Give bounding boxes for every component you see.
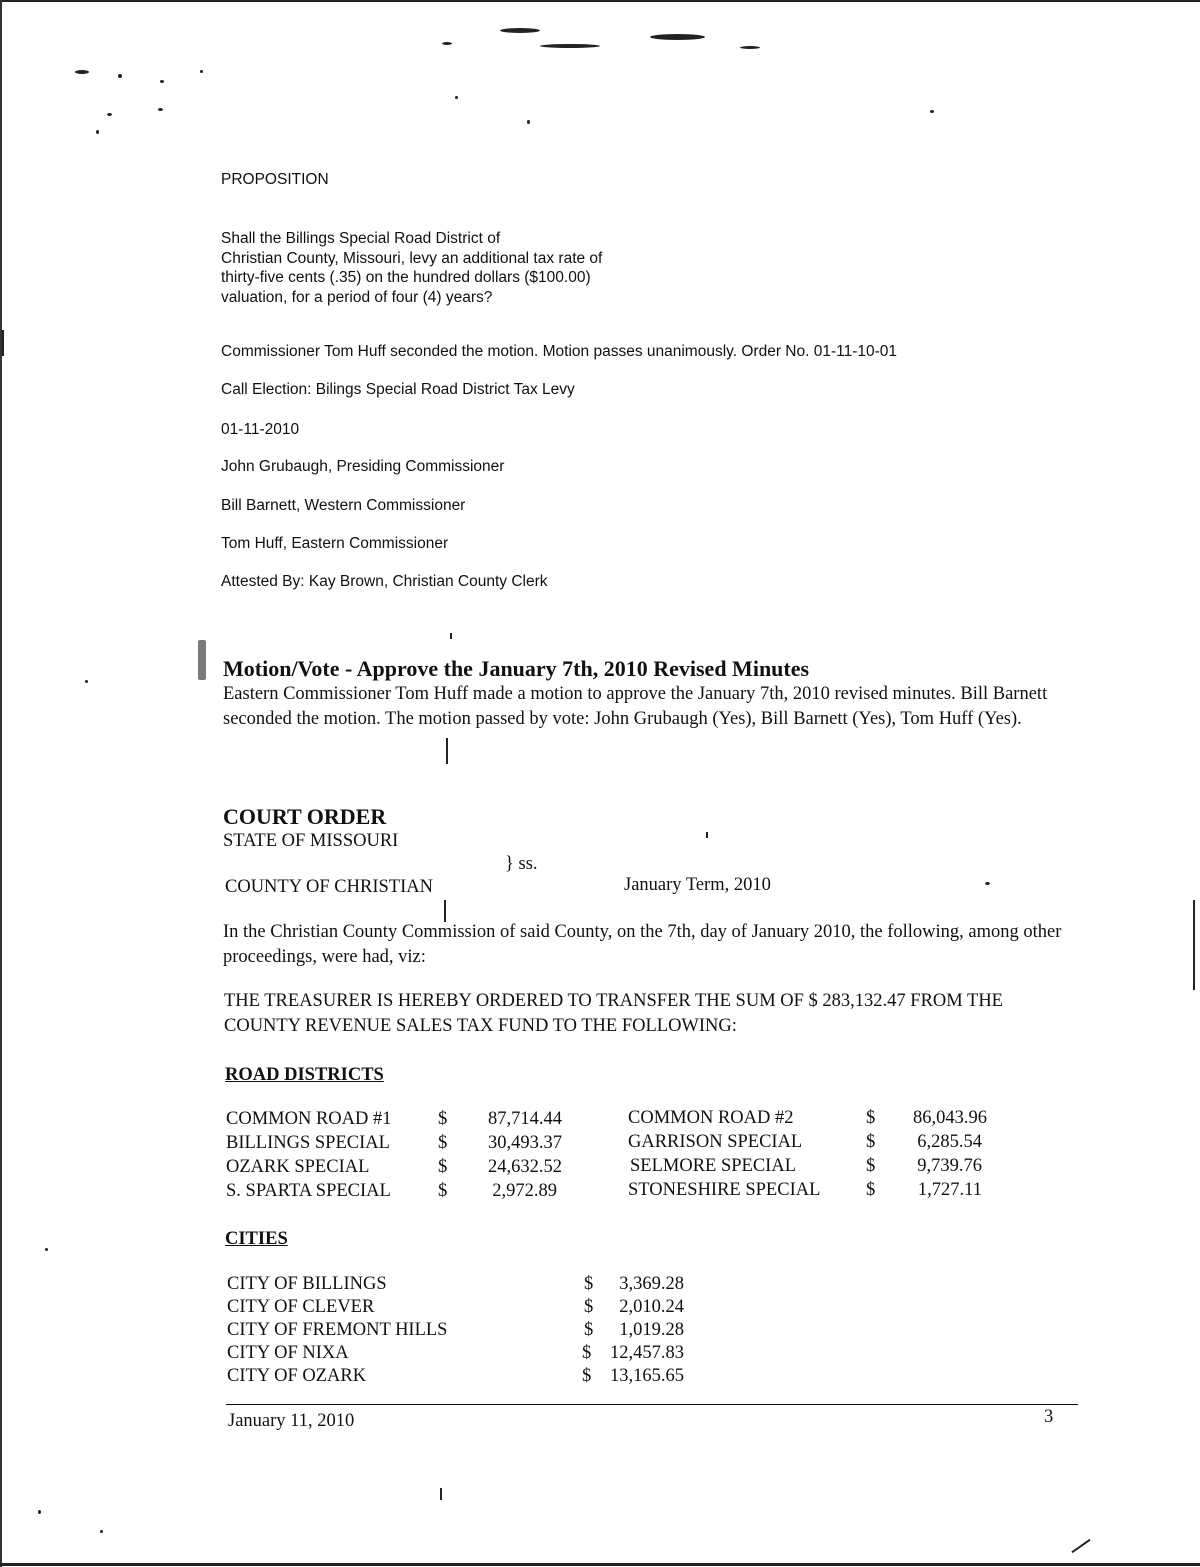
- court-order-heading: COURT ORDER: [223, 804, 387, 829]
- proposition-line: thirty-five cents (.35) on the hundred dollars ($100.00): [221, 269, 591, 286]
- city-name: CITY OF CLEVER: [227, 1297, 375, 1317]
- court-order-intro: In the Christian County Commission of said County, on the 7th, day of January 2010, the following, among other proceedings, were had, viz:: [223, 922, 1062, 967]
- city-amount: 1,019.28: [619, 1320, 684, 1340]
- order-line-1: THE TREASURER IS HEREBY ORDERED TO TRANSFER THE SUM OF $ 283,132.47 FROM THE: [224, 991, 1003, 1011]
- term-line: January Term, 2010: [624, 875, 771, 895]
- road-district-name: COMMON ROAD #1: [226, 1109, 392, 1129]
- currency-symbol: $: [582, 1366, 592, 1386]
- scan-border-bottom: [0, 1563, 1200, 1566]
- road-district-amount: 2,972.89: [492, 1181, 557, 1201]
- city-name: CITY OF OZARK: [227, 1366, 367, 1386]
- page-number: 3: [1044, 1407, 1054, 1427]
- road-district-amount: 6,285.54: [917, 1132, 982, 1152]
- road-district-amount: 30,493.37: [488, 1133, 562, 1153]
- state-line: STATE OF MISSOURI: [223, 831, 399, 851]
- road-district-amount: 87,714.44: [488, 1109, 562, 1129]
- road-district-amount: 24,632.52: [488, 1157, 562, 1177]
- signatory-eastern: Tom Huff, Eastern Commissioner: [221, 535, 449, 552]
- signatory-presiding: John Grubaugh, Presiding Commissioner: [221, 458, 505, 475]
- cities-heading: CITIES: [225, 1229, 288, 1249]
- city-name: CITY OF BILLINGS: [227, 1274, 387, 1294]
- currency-symbol: $: [438, 1109, 448, 1129]
- order-line-2: COUNTY REVENUE SALES TAX FUND TO THE FOLLOWING:: [224, 1016, 737, 1036]
- road-district-name: BILLINGS SPECIAL: [226, 1133, 390, 1153]
- proposition-line: valuation, for a period of four (4) years?: [221, 288, 493, 306]
- currency-symbol: $: [438, 1181, 448, 1201]
- road-districts-heading: ROAD DISTRICTS: [225, 1065, 384, 1085]
- city-name: CITY OF FREMONT HILLS: [227, 1320, 448, 1340]
- currency-symbol: $: [584, 1274, 594, 1294]
- currency-symbol: $: [866, 1156, 876, 1176]
- motion-vote-heading: Motion/Vote - Approve the January 7th, 2010 Revised Minutes: [223, 656, 810, 681]
- motion-vote-body: Eastern Commissioner Tom Huff made a motion to approve the January 7th, 2010 revised minutes. Bill Barnett seconded the motion. The motion passed by vote: John Grubaugh (Yes), Bill Barnett (Yes), Tom Huff (Yes).: [223, 684, 1048, 729]
- proposition-text: [221, 229, 602, 307]
- road-district-amount: 9,739.76: [917, 1156, 982, 1176]
- proposition-line: Shall the Billings Special Road District of: [221, 230, 501, 247]
- city-amount: 12,457.83: [610, 1343, 684, 1363]
- road-district-amount: 86,043.96: [913, 1108, 987, 1128]
- road-district-name: COMMON ROAD #2: [628, 1108, 794, 1128]
- city-amount: 13,165.65: [610, 1366, 684, 1386]
- proposition-title: PROPOSITION: [221, 171, 329, 188]
- date-line: 01-11-2010: [221, 421, 300, 438]
- road-district-name: SELMORE SPECIAL: [630, 1156, 797, 1176]
- road-district-name: STONESHIRE SPECIAL: [628, 1180, 821, 1200]
- city-amount: 2,010.24: [619, 1297, 684, 1317]
- attested-by: Attested By: Kay Brown, Christian County Clerk: [221, 573, 548, 590]
- motion-passes-line: Commissioner Tom Huff seconded the motion. Motion passes unanimously. Order No. 01-11-10-01: [221, 343, 898, 360]
- signatory-western: Bill Barnett, Western Commissioner: [221, 497, 466, 514]
- scan-border-top: [0, 0, 1200, 2]
- currency-symbol: $: [866, 1108, 876, 1128]
- currency-symbol: $: [584, 1297, 594, 1317]
- call-election-line: Call Election: Bilings Special Road District Tax Levy: [221, 381, 575, 398]
- currency-symbol: $: [438, 1157, 448, 1177]
- footer-rule: [226, 1404, 1078, 1405]
- currency-symbol: $: [438, 1133, 448, 1153]
- road-district-name: S. SPARTA SPECIAL: [226, 1181, 391, 1201]
- ss-marker: } ss.: [505, 854, 538, 874]
- city-amount: 3,369.28: [619, 1274, 684, 1294]
- road-district-name: OZARK SPECIAL: [226, 1157, 370, 1177]
- road-district-name: GARRISON SPECIAL: [628, 1132, 803, 1152]
- currency-symbol: $: [582, 1343, 592, 1363]
- currency-symbol: $: [866, 1180, 876, 1200]
- county-line: COUNTY OF CHRISTIAN: [225, 877, 433, 897]
- road-district-amount: 1,727.11: [917, 1180, 982, 1200]
- city-name: CITY OF NIXA: [227, 1343, 349, 1363]
- scan-border-left: [0, 0, 2, 1567]
- proposition-line: Christian County, Missouri, levy an additional tax rate of: [221, 249, 603, 267]
- footer-date: January 11, 2010: [228, 1411, 355, 1431]
- currency-symbol: $: [866, 1132, 876, 1152]
- currency-symbol: $: [584, 1320, 594, 1340]
